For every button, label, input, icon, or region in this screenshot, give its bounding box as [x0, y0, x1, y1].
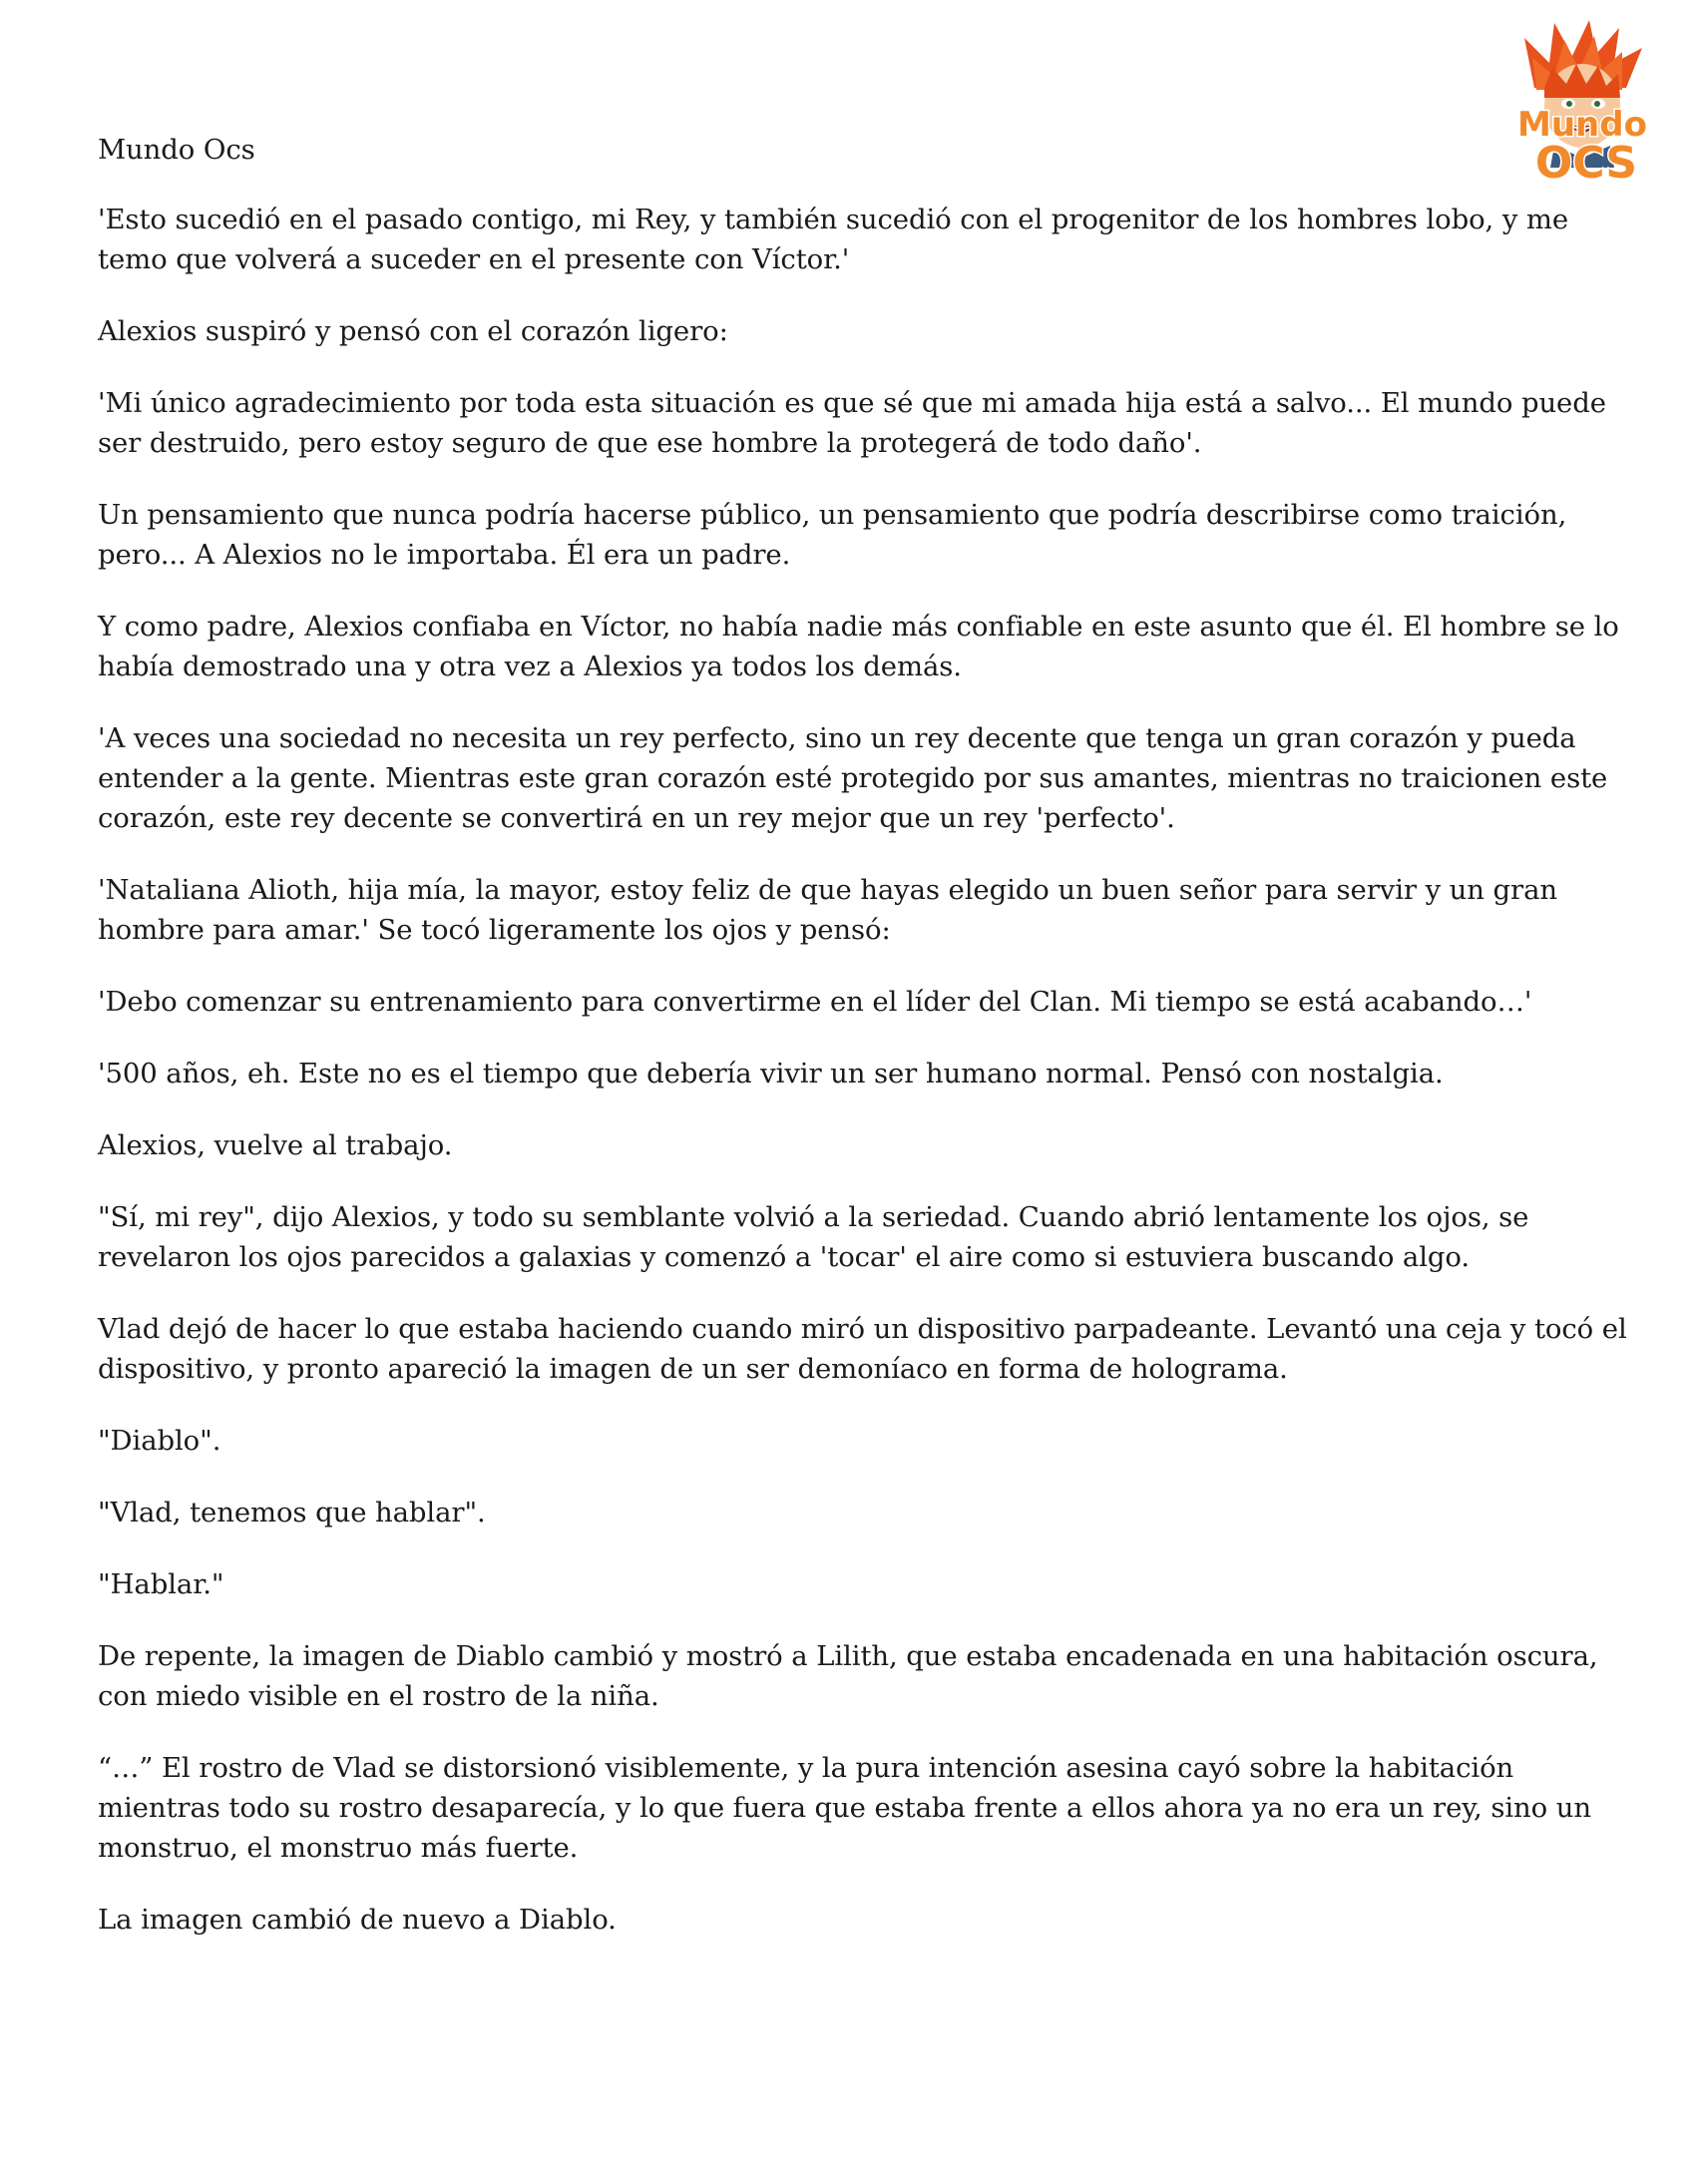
paragraph: “…” El rostro de Vlad se distorsionó visiblemente, y la pura intención asesina cayó sobre la habitación mientras todo su rostro desaparecía, y lo que fuera que estaba frente a ellos ahora ya no era un rey, sino un monstruo, el monstruo más fuerte. [98, 1752, 1591, 1864]
paragraph: De repente, la imagen de Diablo cambió y mostró a Lilith, que estaba encadenada en una habitación oscura, con miedo visible en el rostro de la niña. [98, 1640, 1598, 1712]
paragraph: 'Mi único agradecimiento por toda esta situación es que sé que mi amada hija está a salvo... El mundo puede ser destruido, pero estoy seguro de que ese hombre la protegerá de todo daño'. [98, 387, 1606, 459]
paragraph: Y como padre, Alexios confiaba en Víctor, no había nadie más confiable en este asunto que él. El hombre se lo había demostrado una y otra vez a Alexios ya todos los demás. [98, 611, 1619, 682]
paragraph: "Hablar." [98, 1568, 224, 1600]
paragraph: Vlad dejó de hacer lo que estaba haciendo cuando miró un dispositivo parpadeante. Levantó una ceja y tocó el dispositivo, y pronto apareció la imagen de un ser demoníaco en forma de holograma. [98, 1313, 1627, 1385]
document-body [98, 130, 1634, 1971]
paragraph: La imagen cambió de nuevo a Diablo. [98, 1904, 617, 1936]
paragraph: 'Debo comenzar su entrenamiento para convertirme en el líder del Clan. Mi tiempo se está acabando…' [98, 986, 1532, 1018]
paragraph: 'Esto sucedió en el pasado contigo, mi Rey, y también sucedió con el progenitor de los hombres lobo, y me temo que volverá a suceder en el presente con Víctor.' [98, 204, 1569, 275]
svg-text:Mundo: Mundo [1517, 105, 1647, 145]
paragraph: "Diablo". [98, 1425, 221, 1457]
paragraph: 'A veces una sociedad no necesita un rey perfecto, sino un rey decente que tenga un gran corazón y pueda entender a la gente. Mientras este gran corazón esté protegido por sus amantes, mientras no traicionen este corazón, este rey decente se convertirá en un rey mejor que un rey 'perfecto'. [98, 722, 1608, 834]
paragraph: 'Nataliana Alioth, hija mía, la mayor, estoy feliz de que hayas elegido un buen señor para servir y un gran hombre para amar.' Se tocó ligeramente los ojos y pensó: [98, 874, 1557, 946]
paragraph: "Vlad, tenemos que hablar". [98, 1497, 486, 1529]
paragraph: Alexios, vuelve al trabajo. [98, 1129, 453, 1161]
paragraph: "Sí, mi rey", dijo Alexios, y todo su semblante volvió a la seriedad. Cuando abrió lentamente los ojos, se revelaron los ojos parecidos a galaxias y comenzó a 'tocar' el aire como si estuviera buscando algo. [98, 1201, 1529, 1273]
document-header-title: Mundo Ocs [98, 134, 255, 166]
paragraph: Un pensamiento que nunca podría hacerse público, un pensamiento que podría describirse como traición, pero... A Alexios no le importaba. Él era un padre. [98, 499, 1567, 571]
svg-text:OCS: OCS [1534, 138, 1638, 189]
paragraph: Alexios suspiró y pensó con el corazón ligero: [98, 315, 728, 347]
paragraph: '500 años, eh. Este no es el tiempo que debería vivir un ser humano normal. Pensó con nostalgia. [98, 1058, 1444, 1090]
